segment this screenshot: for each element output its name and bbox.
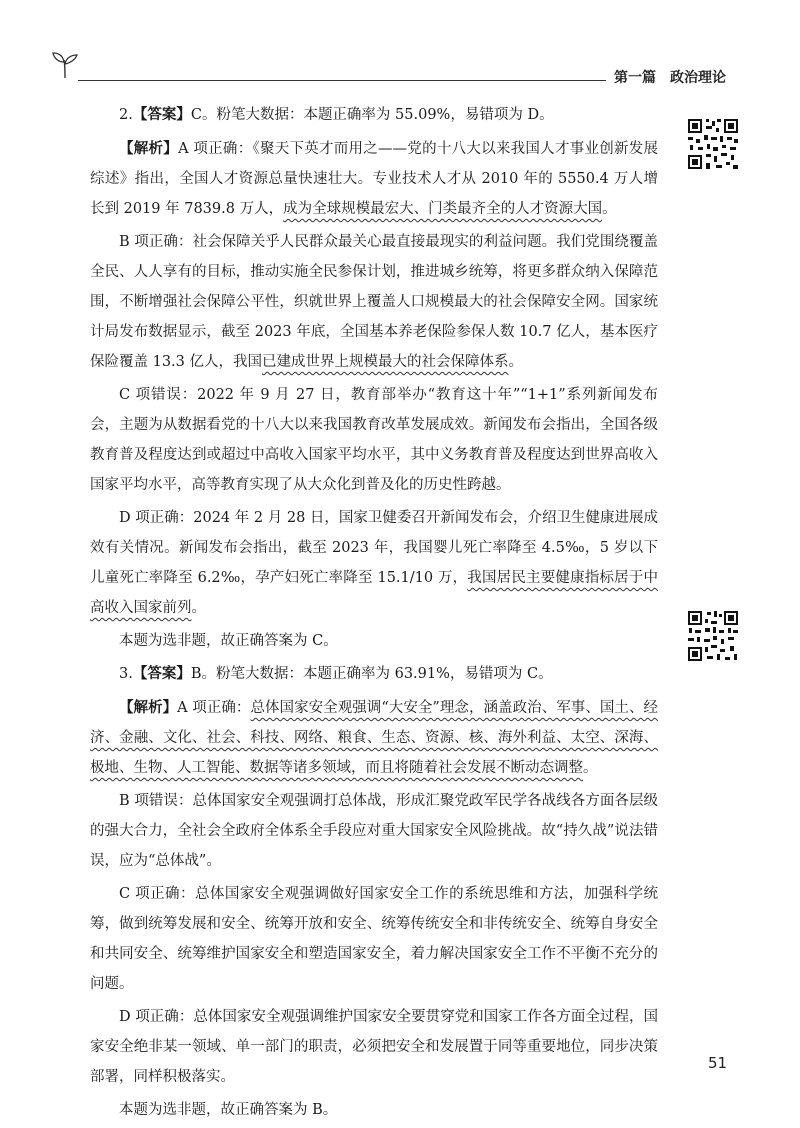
main-content (90, 100, 658, 1128)
sprout-icon (50, 50, 80, 80)
page-number: 51 (708, 1054, 728, 1072)
q2-conclusion: 本题为选非题，故正确答案为 C。 (119, 633, 338, 649)
answer-tag: 【答案】 (132, 665, 191, 682)
q3-option-c-analysis: C 项正确：总体国家安全观强调做好国家安全工作的系统思维和方法，加强科学统筹，做到统筹发展和安全、统筹开放和安全、统筹传统安全和非传统安全、统筹自身安全和共同安全、统筹维护国家安全和塑造国家安全，着力解决国家安全工作不平衡不充分的问题。 (90, 886, 658, 992)
qr-code-icon[interactable] (686, 117, 740, 171)
page-header (0, 0, 800, 100)
analysis-tag: 【解析】 (119, 140, 179, 157)
q2-option-b-analysis: B 项正确：社会保障关乎人民群众最关心最直接最现实的利益问题。我们党围绕覆盖全民、人人享有的目标，推动实施全民参保计划，推进城乡统筹，将更多群众纳入保障范围，不断增强社会保障公平性，织就世界上覆盖人口规模最大的社会保障安全网。国家统计局发布数据显示，截至 2023 年底，全国基本养老保险参保人数 10.7 亿人，基本医疗保险覆盖 13.3 亿人，我国已建成世界上规模最大的社会保障体系。 (90, 234, 658, 370)
q2-option-d-analysis: D 项正确：2024 年 2 月 28 日，国家卫健委召开新闻发布会，介绍卫生健康进展成效有关情况。新闻发布会指出，截至 2023 年，我国婴儿死亡率降至 4.5‰，5 岁以下儿童死亡率降至 6.2‰，孕产妇死亡率降至 15.1/10 万，我国居民主要健康指标居于中高收入国家前列。 (90, 510, 659, 616)
q3-answer: 3.【答案】B。粉笔大数据：本题正确率为 63.91%，易错项为 C。 (119, 665, 553, 682)
underlined-key-point: 已建成世界上规模最大的社会保障体系 (262, 354, 509, 370)
q3-option-d-analysis: D 项正确：总体国家安全观强调维护国家安全要贯穿党和国家工作各方面全过程，国家安全绝非某一领域、单一部门的职责，必须把安全和发展置于同等重要地位，同步决策部署，同样积极落实。 (90, 1009, 658, 1085)
analysis-tag: 【解析】 (119, 699, 178, 716)
underlined-key-point: 我国居民主要健康指标居于中高收入国家前列 (90, 570, 659, 616)
q3-conclusion: 本题为选非题，故正确答案为 B。 (119, 1102, 338, 1118)
q2-option-a-analysis: 【解析】A 项正确：《聚天下英才而用之——党的十八大以来我国人才事业创新发展综述》指出，全国人才资源总量快速壮大。专业技术人才从 2010 年的 5550.4 万人增长到 2019 年 7839.8 万人，成为全球规模最宏大、门类最齐全的人才资源大国。 (90, 140, 659, 217)
underlined-key-point: 总体国家安全观强调“大安全”理念，涵盖政治、军事、国土、经济、金融、文化、社会、科技、网络、粮食、生态、资源、核、海外利益、太空、深海、极地、生物、人工智能、数据等诸多领域，而且将随着社会发展不断动态调整 (90, 700, 658, 776)
q3-option-a-analysis: 【解析】A 项正确：总体国家安全观强调“大安全”理念，涵盖政治、军事、国土、经济、金融、文化、社会、科技、网络、粮食、生态、资源、核、海外利益、太空、深海、极地、生物、人工智能、数据等诸多领域，而且将随着社会发展不断动态调整。 (90, 699, 658, 776)
q2-answer: 2.【答案】C。粉笔大数据：本题正确率为 55.09%，易错项为 D。 (119, 106, 554, 123)
underlined-key-point: 成为全球规模最宏大、门类最齐全的人才资源大国 (283, 201, 603, 217)
q3-option-b-analysis: B 项错误：总体国家安全观强调打总体战，形成汇聚党政军民学各战线各方面各层级的强大合力，全社会全政府全体系全手段应对重大国家安全风险挑战。故“持久战”说法错误，应为“总体战”。 (90, 793, 658, 869)
header-divider (78, 80, 606, 81)
qr-code-icon[interactable] (686, 609, 740, 663)
q2-option-c-analysis: C 项错误：2022 年 9 月 27 日，教育部举办“教育这十年”“1+1”系列新闻发布会，主题为从数据看党的十八大以来我国教育改革发展成效。新闻发布会指出，全国各级教育普及程度达到或超过中高收入国家平均水平，其中义务教育普及程度达到世界高收入国家平均水平，高等教育实现了从大众化到普及化的历史性跨越。 (90, 387, 658, 493)
answer-tag: 【答案】 (132, 106, 191, 123)
section-title: 第一篇 政治理论 (614, 70, 726, 86)
